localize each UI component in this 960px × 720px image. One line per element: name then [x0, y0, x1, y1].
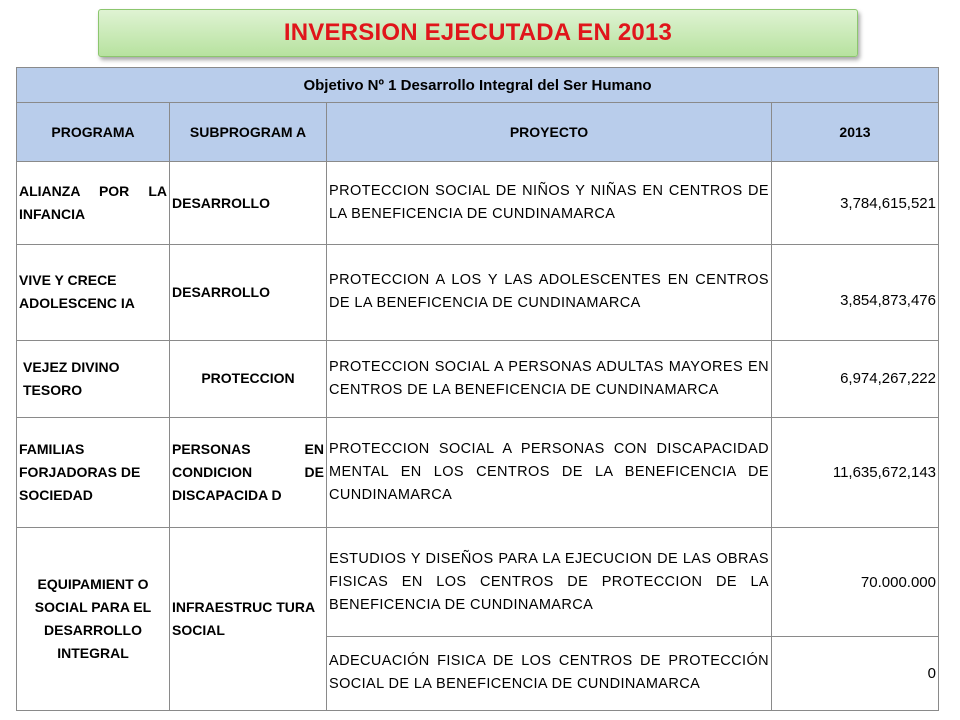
- column-header-programa: PROGRAMA: [17, 103, 170, 162]
- table-row: [17, 418, 939, 528]
- value-cell: 6,974,267,222: [772, 340, 939, 417]
- proyecto-cell: PROTECCION SOCIAL A PERSONAS CON DISCAPACIDAD MENTAL EN LOS CENTROS DE LA BENEFICENCIA DE CUNDINAMARCA: [327, 418, 772, 528]
- column-header-row: [17, 103, 939, 162]
- subprograma-cell: PROTECCION: [170, 340, 327, 417]
- table-row: [17, 245, 939, 340]
- column-header-proyecto: PROYECTO: [327, 103, 772, 162]
- programa-cell: FAMILIAS FORJADORAS DE SOCIEDAD: [17, 418, 170, 528]
- subprograma-cell: INFRAESTRUC TURA SOCIAL: [170, 528, 327, 711]
- column-header-subprograma: SUBPROGRAM A: [170, 103, 327, 162]
- column-header-2013: 2013: [772, 103, 939, 162]
- table-row: [17, 340, 939, 417]
- subprograma-cell: PERSONAS EN CONDICION DE DISCAPACIDA D: [170, 418, 327, 528]
- table-row: [17, 528, 939, 636]
- value-cell: 3,784,615,521: [772, 162, 939, 245]
- objective-header-row: [17, 68, 939, 103]
- objective-title: Objetivo Nº 1 Desarrollo Integral del Ser Humano: [17, 68, 939, 103]
- subprograma-cell: DESARROLLO: [170, 162, 327, 245]
- proyecto-cell: ADECUACIÓN FISICA DE LOS CENTROS DE PROTECCIÓN SOCIAL DE LA BENEFICENCIA DE CUNDINAMARCA: [327, 636, 772, 710]
- proyecto-cell: PROTECCION SOCIAL DE NIÑOS Y NIÑAS EN CENTROS DE LA BENEFICENCIA DE CUNDINAMARCA: [327, 162, 772, 245]
- value-cell: 11,635,672,143: [772, 418, 939, 528]
- proyecto-cell: PROTECCION A LOS Y LAS ADOLESCENTES EN CENTROS DE LA BENEFICENCIA DE CUNDINAMARCA: [327, 245, 772, 340]
- programa-cell: EQUIPAMIENT O SOCIAL PARA EL DESARROLLO INTEGRAL: [17, 528, 170, 711]
- table-row: [17, 162, 939, 245]
- proyecto-cell: PROTECCION SOCIAL A PERSONAS ADULTAS MAYORES EN CENTROS DE LA BENEFICENCIA DE CUNDINAMARCA: [327, 340, 772, 417]
- programa-cell: ALIANZA POR LA INFANCIA: [17, 162, 170, 245]
- value-cell: 70.000.000: [772, 528, 939, 636]
- proyecto-cell: ESTUDIOS Y DISEÑOS PARA LA EJECUCION DE LAS OBRAS FISICAS EN LOS CENTROS DE PROTECCION DE LA BENEFICENCIA DE CUNDINAMARCA: [327, 528, 772, 636]
- programa-cell: VIVE Y CRECE ADOLESCENC IA: [17, 245, 170, 340]
- subprograma-cell: DESARROLLO: [170, 245, 327, 340]
- investment-table: [16, 67, 939, 711]
- value-cell: 0: [772, 636, 939, 710]
- page-title: INVERSION EJECUTADA EN 2013: [98, 9, 858, 57]
- programa-cell: VEJEZ DIVINO TESORO: [17, 340, 170, 417]
- value-cell: 3,854,873,476: [772, 245, 939, 340]
